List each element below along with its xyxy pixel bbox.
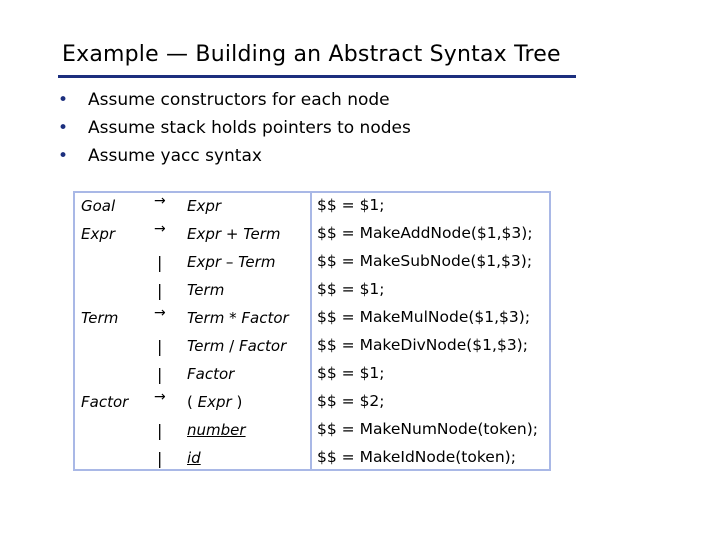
production-rhs <box>187 225 281 243</box>
operator-token: – <box>225 253 234 271</box>
production-lhs: Goal <box>81 197 116 215</box>
grammar-symbol: Expr <box>187 253 222 271</box>
grammar-row <box>75 277 549 305</box>
grammar-row <box>75 305 549 333</box>
alternation-symbol: | <box>157 421 163 440</box>
production-arrow: → <box>154 389 166 405</box>
production-rhs <box>187 197 221 215</box>
semantic-action: $$ = MakeSubNode($1,$3); <box>317 252 533 270</box>
grammar-row <box>75 193 549 221</box>
grammar-symbol: Term <box>238 253 276 271</box>
production-rhs <box>187 309 289 327</box>
grammar-symbol: id <box>187 449 201 467</box>
bullet-icon: • <box>58 90 69 110</box>
semantic-action: $$ = $1; <box>317 196 385 214</box>
production-rhs <box>187 281 224 299</box>
grammar-row <box>75 361 549 389</box>
semantic-action: $$ = MakeAddNode($1,$3); <box>317 224 533 242</box>
semantic-action: $$ = $1; <box>317 364 385 382</box>
alternation-symbol: | <box>157 449 163 468</box>
grammar-table <box>73 191 551 471</box>
alternation-symbol: | <box>157 281 163 300</box>
grammar-symbol: Expr <box>187 225 222 243</box>
operator-token: ) <box>236 393 243 411</box>
grammar-symbol: Expr <box>197 393 232 411</box>
alternation-symbol: | <box>157 365 163 384</box>
semantic-action: $$ = MakeMulNode($1,$3); <box>317 308 531 326</box>
operator-token: / <box>229 337 235 355</box>
alternation-symbol: | <box>157 337 163 356</box>
grammar-row <box>75 249 549 277</box>
production-lhs: Term <box>81 309 119 327</box>
operator-token: + <box>225 225 239 243</box>
grammar-row <box>75 333 549 361</box>
production-rhs <box>187 449 201 467</box>
grammar-symbol: Term <box>187 281 225 299</box>
bullet-icon: • <box>58 146 69 166</box>
semantic-action: $$ = MakeNumNode(token); <box>317 420 539 438</box>
grammar-symbol: Term <box>187 309 225 327</box>
grammar-row <box>75 221 549 249</box>
bullet-text: Assume stack holds pointers to nodes <box>88 118 411 138</box>
production-arrow: → <box>154 193 166 209</box>
production-rhs <box>187 365 234 383</box>
grammar-symbol: Factor <box>187 365 235 383</box>
production-lhs: Factor <box>81 393 129 411</box>
production-arrow: → <box>154 221 166 237</box>
production-arrow: → <box>154 305 166 321</box>
grammar-symbol: number <box>187 421 246 439</box>
grammar-symbol: Term <box>243 225 281 243</box>
semantic-action: $$ = MakeDivNode($1,$3); <box>317 336 528 354</box>
bullet-text: Assume constructors for each node <box>88 90 390 110</box>
production-rhs <box>187 253 275 271</box>
grammar-row <box>75 445 549 473</box>
semantic-action: $$ = $2; <box>317 392 385 410</box>
grammar-symbol: Factor <box>238 337 287 355</box>
grammar-row <box>75 417 549 445</box>
bullet-text: Assume yacc syntax <box>88 146 262 166</box>
alternation-symbol: | <box>157 253 163 272</box>
title-underline <box>58 75 576 78</box>
production-rhs <box>187 393 242 411</box>
production-rhs <box>187 337 286 355</box>
semantic-action: $$ = $1; <box>317 280 385 298</box>
grammar-symbol: Expr <box>187 197 222 215</box>
grammar-symbol: Term <box>187 337 225 355</box>
production-lhs: Expr <box>81 225 116 243</box>
slide-title: Example — Building an Abstract Syntax Tree <box>62 42 561 67</box>
grammar-row <box>75 389 549 417</box>
grammar-symbol: Factor <box>241 309 289 327</box>
production-rhs <box>187 421 246 439</box>
operator-token: * <box>229 309 237 327</box>
semantic-action: $$ = MakeIdNode(token); <box>317 448 516 466</box>
bullet-icon: • <box>58 118 69 138</box>
operator-token: ( <box>187 393 193 411</box>
